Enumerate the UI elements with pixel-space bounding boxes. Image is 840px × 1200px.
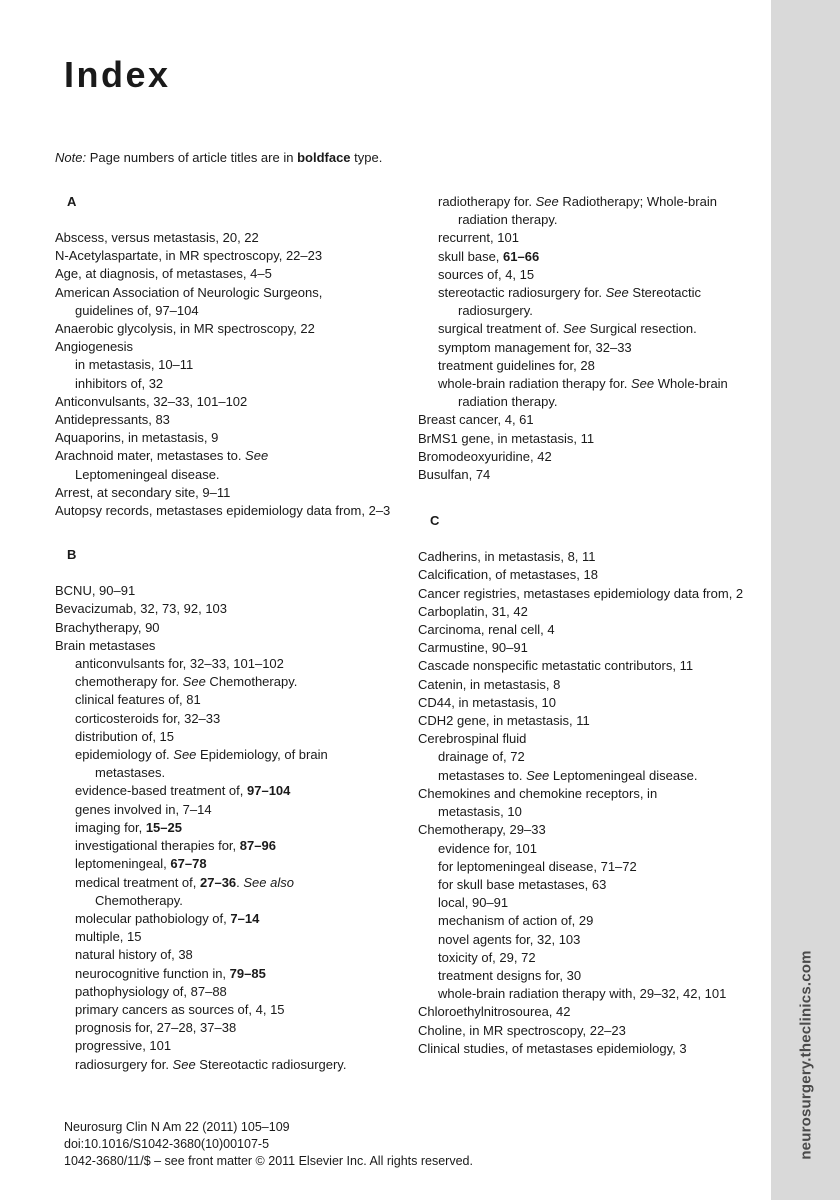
see-target: Chemotherapy.: [205, 674, 298, 690]
index-entry: Antidepressants, 83: [55, 412, 170, 428]
index-subentry: natural history of, 38: [75, 947, 193, 963]
index-entry: CD44, in metastasis, 10: [418, 694, 557, 710]
index-entry: Chemotherapy, 29–33: [418, 822, 546, 838]
see-reference: See: [172, 1056, 196, 1072]
see-target: Leptomeningeal disease.: [75, 466, 220, 482]
index-entry: Abscess, versus metastasis, 20, 22: [55, 230, 259, 245]
index-entry: Autopsy records, metastases epidemiology data from, 2–3: [55, 503, 391, 519]
index-subentry: [55, 673, 405, 691]
index-subentry: symptom management for, 32–33: [438, 339, 632, 355]
page-title: Index: [64, 54, 171, 95]
entry-text: investigational therapies for,: [75, 838, 240, 854]
index-entry: N-Acetylaspartate, in MR spectroscopy, 22–23: [55, 248, 323, 264]
entry-text: chemotherapy for.: [75, 674, 183, 690]
index-entry: Cadherins, in metastasis, 8, 11: [418, 549, 596, 565]
index-subentry: drainage of, 72: [438, 749, 525, 765]
index-entry: American Association of Neurologic Surgeons, guidelines of, 97–104: [55, 284, 323, 318]
index-subentry: [55, 837, 405, 855]
index-subentry: pathophysiology of, 87–88: [75, 983, 227, 999]
index-subentry: sources of, 4, 15: [438, 266, 535, 282]
see-reference: See: [245, 448, 269, 464]
index-subentry: [418, 320, 763, 338]
index-subentry: inhibitors of, 32: [75, 375, 164, 391]
page-range-bold: 97–104: [247, 783, 291, 799]
entry-text: whole-brain radiation therapy for.: [438, 376, 631, 392]
index-subentry: [418, 375, 758, 411]
index-subentry: mechanism of action of, 29: [438, 913, 594, 929]
index-entry: Clinical studies, of metastases epidemiology, 3: [418, 1040, 687, 1056]
index-subentry: anticonvulsants for, 32–33, 101–102: [75, 656, 284, 672]
index-subentry: treatment guidelines for, 28: [438, 357, 595, 373]
entry-text: radiotherapy for.: [438, 194, 536, 209]
index-subentry: prognosis for, 27–28, 37–38: [75, 1020, 237, 1036]
index-entry: BrMS1 gene, in metastasis, 11: [418, 430, 595, 446]
entry-text: imaging for,: [75, 819, 146, 835]
index-entry: Cancer registries, metastases epidemiology data from, 2: [418, 585, 744, 601]
index-entry: Bevacizumab, 32, 73, 92, 103: [55, 601, 228, 617]
index-entry: Busulfan, 74: [418, 467, 491, 483]
index-subentry: for leptomeningeal disease, 71–72: [438, 858, 637, 874]
section-letter-b: B: [67, 547, 77, 563]
see-target: Surgical resection.: [586, 321, 697, 337]
index-entry: Chloroethylnitrosourea, 42: [418, 1004, 571, 1020]
entry-text: neurocognitive function in,: [75, 965, 230, 981]
index-subentry: whole-brain radiation therapy with, 29–32, 42, 101: [438, 986, 727, 1002]
note-bold-word: boldface: [297, 150, 351, 165]
note-line: [55, 150, 382, 166]
index-entry: Angiogenesis: [55, 339, 134, 355]
index-subentry: treatment designs for, 30: [438, 967, 582, 983]
index-entry: CDH2 gene, in metastasis, 11: [418, 713, 590, 729]
index-subentry: [55, 819, 405, 837]
see-reference: See: [605, 285, 629, 301]
index-entry: Bromodeoxyuridine, 42: [418, 448, 552, 464]
index-subentry: for skull base metastases, 63: [438, 876, 607, 892]
see-target: Chemotherapy.: [95, 892, 183, 908]
see-reference: See: [182, 674, 206, 690]
index-column-right: [418, 193, 763, 1058]
entry-text: radiosurgery for.: [75, 1056, 173, 1072]
see-reference: See: [526, 767, 550, 783]
index-subentry: [418, 284, 758, 320]
index-entry: Carcinoma, renal cell, 4: [418, 622, 555, 638]
index-subentry: [55, 1056, 405, 1074]
index-subentry: [55, 910, 405, 928]
index-entry: Catenin, in metastasis, 8: [418, 676, 561, 692]
index-subentry: local, 90–91: [438, 895, 509, 911]
index-entry: Breast cancer, 4, 61: [418, 412, 534, 428]
entry-text: molecular pathobiology of,: [75, 910, 231, 926]
entry-text: Arachnoid mater, metastases to.: [55, 448, 246, 464]
journal-url: neurosurgery.theclinics.com: [797, 950, 815, 1160]
copyright-line: 1042-3680/11/$ – see front matter © 2011 Elsevier Inc. All rights reserved.: [64, 1154, 473, 1168]
index-subentry: corticosteroids for, 32–33: [75, 710, 221, 726]
note-text-after: type.: [350, 150, 383, 165]
entry-text: evidence-based treatment of,: [75, 783, 247, 799]
index-entry: Age, at diagnosis, of metastases, 4–5: [55, 266, 272, 282]
index-subentry: progressive, 101: [75, 1038, 172, 1054]
index-subentry: [55, 782, 405, 800]
entry-text: .: [236, 874, 244, 890]
see-reference: See: [173, 747, 197, 763]
note-label: Note:: [55, 150, 87, 165]
index-subentry: recurrent, 101: [438, 230, 519, 246]
citation-line: Neurosurg Clin N Am 22 (2011) 105–109: [64, 1120, 290, 1134]
index-subentry: [418, 193, 768, 229]
see-target: Leptomeningeal disease.: [549, 767, 698, 783]
index-subentry: [55, 746, 365, 782]
index-entry: Anaerobic glycolysis, in MR spectroscopy, 22: [55, 321, 315, 337]
entry-text: epidemiology of.: [75, 747, 174, 763]
index-entry: Aquaporins, in metastasis, 9: [55, 430, 219, 446]
see-reference: See also: [243, 874, 294, 890]
citation-footer: [64, 1119, 473, 1170]
page-range-bold: 87–96: [239, 838, 276, 854]
index-entry: Cascade nonspecific metastatic contributors, 11: [418, 658, 694, 674]
index-subentry: toxicity of, 29, 72: [438, 949, 536, 965]
index-subentry: [418, 248, 763, 266]
page-range-bold: 7–14: [230, 910, 260, 926]
see-target: Epidemiology, of brain metastases.: [95, 747, 328, 781]
entry-text: leptomeningeal,: [75, 856, 171, 872]
index-entry: BCNU, 90–91: [55, 583, 136, 599]
see-target: Radiotherapy; Whole-brain radiation therapy.: [458, 194, 717, 228]
index-column-left: [55, 193, 405, 1074]
index-subentry: multiple, 15: [75, 929, 142, 945]
index-subentry: [55, 874, 375, 910]
index-entry: Cerebrospinal fluid: [418, 731, 527, 747]
entry-text: medical treatment of,: [75, 874, 200, 890]
index-entry: Choline, in MR spectroscopy, 22–23: [418, 1022, 626, 1038]
index-subentry: in metastasis, 10–11: [75, 357, 194, 373]
index-subentry: [418, 767, 763, 785]
section-letter-c: C: [430, 513, 440, 529]
doi-line: doi:10.1016/S1042-3680(10)00107-5: [64, 1137, 270, 1151]
see-reference: See: [535, 194, 559, 209]
page-range-bold: 27–36: [200, 874, 237, 890]
see-reference: See: [563, 321, 587, 337]
see-target: Whole-brain radiation therapy.: [458, 376, 728, 410]
see-reference: See: [630, 376, 655, 392]
see-target: Stereotactic radiosurgery.: [458, 285, 702, 319]
index-subentry: distribution of, 15: [75, 728, 175, 744]
index-entry: Carboplatin, 31, 42: [418, 603, 528, 619]
page-range-bold: 61–66: [503, 248, 540, 264]
index-subentry: evidence for, 101: [438, 840, 538, 856]
page-range-bold: 67–78: [170, 856, 207, 872]
section-letter-a: A: [67, 194, 77, 209]
index-subentry: [55, 855, 405, 873]
note-text-before: Page numbers of article titles are in: [86, 150, 298, 165]
index-entry: Carmustine, 90–91: [418, 640, 528, 656]
entry-text: surgical treatment of.: [438, 321, 563, 337]
entry-text: stereotactic radiosurgery for.: [438, 285, 606, 301]
index-entry: Brain metastases: [55, 637, 156, 653]
index-entry: Calcification, of metastases, 18: [418, 567, 598, 583]
index-subentry: [55, 965, 405, 983]
index-subentry: primary cancers as sources of, 4, 15: [75, 1001, 285, 1017]
index-subentry: clinical features of, 81: [75, 692, 201, 708]
index-entry: Brachytherapy, 90: [55, 619, 160, 635]
index-entry: [55, 447, 325, 483]
see-target: Stereotactic radiosurgery.: [195, 1056, 347, 1072]
index-entry: Anticonvulsants, 32–33, 101–102: [55, 393, 248, 409]
index-entry: Arrest, at secondary site, 9–11: [55, 484, 231, 500]
index-subentry: genes involved in, 7–14: [75, 801, 212, 817]
entry-text: metastases to.: [438, 767, 527, 783]
index-entry: Chemokines and chemokine receptors, in metastasis, 10: [418, 785, 658, 820]
page-range-bold: 15–25: [145, 819, 182, 835]
page-range-bold: 79–85: [229, 965, 266, 981]
entry-text: skull base,: [438, 248, 504, 264]
index-subentry: novel agents for, 32, 103: [438, 931, 581, 947]
